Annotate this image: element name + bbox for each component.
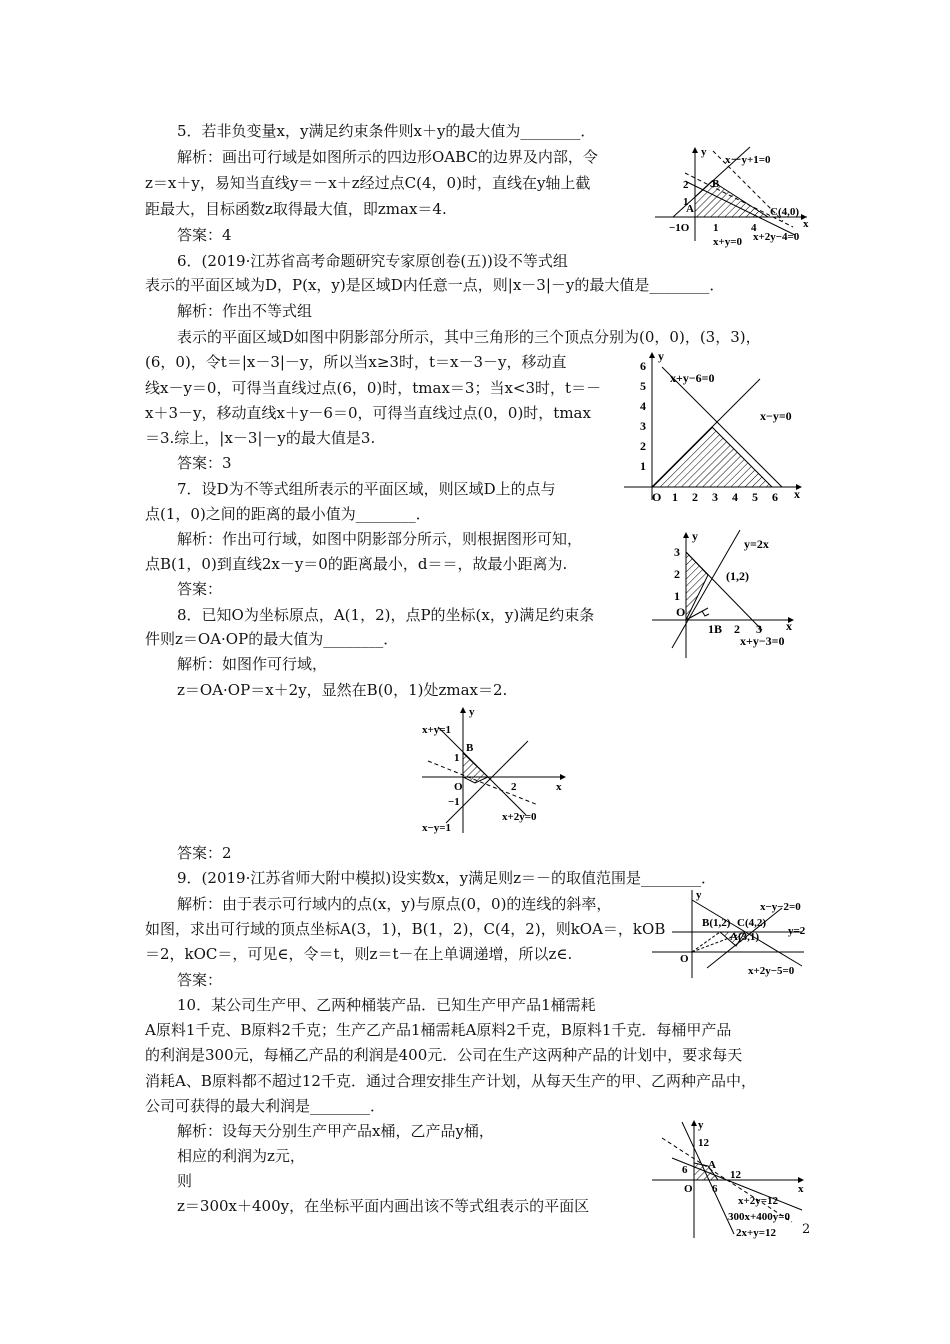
fig4-label-5: 2 (511, 781, 517, 793)
q5-answer: 答案：4 (177, 226, 232, 244)
fig2-label-0: y (658, 349, 664, 363)
fig1-label-11: x+2y−4=0 (753, 231, 800, 243)
q6-solution-line2: 表示的平面区域D如图中阴影部分所示，其中三角形的三个顶点分别为(0，0)，(3，3)， (177, 328, 761, 346)
fig3-label-1: y=2x (744, 537, 769, 551)
q10-solution-line2: 相应的利润为z元， (177, 1147, 305, 1165)
fig6-label-3: A (708, 1159, 716, 1171)
q6-stem-line1: 6．(2019·江苏省高考命题研究专家原创卷(五))设不等式组 (177, 252, 568, 270)
fig3-label-10: x (786, 619, 792, 633)
fig4-label-6: x (556, 781, 562, 793)
figure-q5-feasible-region (655, 145, 815, 248)
q10-stem-line4: 消耗A、B原料都不超过12千克．通过合理安排生产计划，从每天生产的甲、乙两种产品中， (145, 1072, 756, 1090)
fig5-label-7: x+2y−5=0 (748, 965, 795, 977)
fig2-label-14: 5 (752, 490, 758, 504)
fig1-label-2: 2 (683, 179, 689, 191)
fig4-label-9: x−y=1 (422, 822, 452, 834)
fig1-label-10: x (803, 218, 809, 230)
fig3-label-8: 2 (734, 622, 740, 636)
fig3-label-6: (1,2) (726, 569, 749, 583)
q10-solution-line3: 则 (177, 1172, 193, 1190)
q6-solution-line6: ＝3.综上，|x－3|－y的最大值是3. (145, 429, 376, 447)
q6-solution-line4: 线x－y＝0，可得当直线过点(6，0)时，tmax＝3；当x<3时，t＝－ (145, 379, 602, 397)
q7-solution-line2: 点B(1，0)到直线2x－y＝0的距离最小，d＝＝，故最小距离为. (145, 555, 568, 573)
fig2-label-16: x (794, 487, 800, 501)
figure-q8-feasible-region (418, 705, 573, 835)
fig5-label-6: O (680, 953, 689, 965)
fig1-label-0: y (701, 146, 707, 158)
fig3-label-9: 3 (756, 622, 762, 636)
fig5-label-2: B(1,2) (702, 917, 731, 929)
fig3-label-0: y (692, 529, 698, 543)
figure-q9-feasible-region (652, 888, 812, 980)
fig3-label-7: 1B (708, 622, 723, 636)
fig5-label-0: y (696, 889, 702, 901)
fig2-label-1: 6 (640, 359, 646, 373)
q9-solution-line3: ＝2，kOC＝，可见∈，令＝t，则z＝t－在上单调递增，所以z∈. (145, 945, 573, 963)
q10-solution-line1: 解析：设每天分别生产甲产品x桶，乙产品y桶， (177, 1122, 494, 1140)
fig2-label-5: 2 (640, 439, 646, 453)
fig6-label-9: 300x+400y=0 (728, 1211, 791, 1223)
fig1-label-4: B (712, 178, 720, 190)
fig1-label-6: C(4,0) (770, 206, 800, 218)
q6-answer: 答案：3 (177, 454, 232, 472)
fig2-label-2: 5 (640, 379, 646, 393)
fig6-label-5: 6 (712, 1183, 718, 1195)
fig4-label-1: x+y=1 (422, 724, 452, 736)
figure-q7-feasible-region (652, 528, 802, 660)
fig3-label-3: 2 (674, 567, 680, 581)
fig2-label-11: 2 (692, 490, 698, 504)
q10-stem-line5: 公司可获得的最大利润是________． (145, 1097, 386, 1115)
fig2-label-13: 4 (732, 490, 738, 504)
fig4-label-7: −1 (448, 796, 460, 808)
fig6-label-6: 12 (730, 1169, 741, 1181)
fig1-label-5: A (686, 203, 694, 215)
fig3-label-2: 3 (674, 545, 680, 559)
q8-solution-line1: 解析：如图作可行域， (177, 655, 328, 673)
page-number: 2 (802, 1222, 811, 1237)
q6-solution-line1: 解析：作出不等式组 (177, 302, 313, 320)
figure-q10-feasible-region (652, 1118, 812, 1240)
fig4-label-8: x+2y=0 (502, 811, 537, 823)
fig5-label-5: A(3,1) (730, 931, 760, 943)
q9-solution-line2: 如图，求出可行域的顶点坐标A(3，1)，B(1，2)，C(4，2)，则kOA＝，kOB (145, 920, 666, 938)
fig1-label-8: 1 (713, 222, 719, 234)
fig3-label-4: 1 (674, 589, 680, 603)
fig6-label-2: 6 (682, 1164, 688, 1176)
fig4-label-4: O (454, 781, 463, 793)
fig5-label-3: C(4,2) (737, 917, 767, 929)
fig2-label-10: 1 (672, 490, 678, 504)
fig6-label-0: y (698, 1119, 704, 1131)
figure-q6-feasible-region (622, 348, 807, 503)
q7-stem-line2: 点(1，0)之间的距离的最小值为________． (145, 505, 431, 523)
fig5-label-1: x−y−2=0 (760, 901, 801, 913)
fig2-label-15: 6 (772, 490, 778, 504)
q9-solution-line1: 解析：由于表示可行域内的点(x，y)与原点(0，0)的连线的斜率， (177, 895, 612, 913)
q5-solution-line1: 解析：画出可行域是如图所示的四边形OABC的边界及内部，令 (177, 148, 598, 166)
fig6-label-4: O (684, 1183, 693, 1195)
q5-solution-line3: 距最大，目标函数z取得最大值，即zmax＝4. (145, 200, 447, 218)
q9-stem: 9．(2019·江苏省师大附中模拟)设实数x，y满足则z＝－的取值范围是________． (177, 869, 717, 887)
fig6-label-7: x (798, 1183, 804, 1195)
fig2-label-6: 1 (640, 459, 646, 473)
q6-solution-line3: (6，0)，令t＝|x－3|－y，所以当x≥3时，t＝x－3－y，移动直 (145, 353, 567, 371)
fig1-label-9: 4 (751, 222, 757, 234)
fig6-label-1: 12 (698, 1137, 709, 1149)
q6-solution-line5: x＋3－y，移动直线x＋y－6＝0，可得当直线过点(0，0)时，tmax (145, 404, 591, 422)
q5-solution-line2: z＝x＋y，易知当直线y＝－x＋z经过点C(4，0)时，直线在y轴上截 (145, 174, 591, 192)
q10-stem-line1: 10．某公司生产甲、乙两种桶装产品．已知生产甲产品1桶需耗 (177, 996, 596, 1014)
fig4-label-0: y (469, 706, 475, 718)
fig4-label-3: 1 (454, 752, 460, 764)
fig1-label-12: x+y=0 (713, 236, 743, 248)
fig3-label-11: x+y−3=0 (740, 634, 785, 648)
fig2-label-12: 3 (712, 490, 718, 504)
q8-answer: 答案：2 (177, 844, 232, 862)
q10-stem-line2: A原料1千克、B原料2千克；生产乙产品1桶需耗A原料2千克，B原料1千克．每桶甲产品 (145, 1021, 732, 1039)
fig2-label-3: 4 (640, 399, 646, 413)
q7-solution-line1: 解析：作出可行域，如图中阴影部分所示，则根据图形可知， (177, 530, 583, 548)
q9-answer: 答案： (177, 971, 223, 989)
fig1-label-7: −1O (669, 222, 690, 234)
q6-stem-line2: 表示的平面区域为D，P(x，y)是区域D内任意一点，则|x－3|－y的最大值是________． (145, 276, 725, 294)
q8-solution-line2: z＝OA·OP＝x＋2y，显然在B(0，1)处zmax＝2. (177, 681, 508, 699)
q5-stem: 5．若非负变量x，y满足约束条件则x＋y的最大值为________． (177, 122, 596, 140)
fig2-label-4: 3 (640, 419, 646, 433)
fig6-label-8: x+2y=12 (738, 1195, 779, 1207)
q10-solution-line4: z＝300x＋400y，在坐标平面内画出该不等式组表示的平面区 (177, 1197, 590, 1215)
q10-stem-line3: 的利润是300元，每桶乙产品的利润是400元．公司在生产这两种产品的计划中，要求每天 (145, 1046, 743, 1064)
q7-stem-line1: 7．设D为不等式组所表示的平面区域，则区域D上的点与 (177, 480, 556, 498)
fig2-label-7: x+y−6=0 (670, 371, 715, 385)
fig2-label-8: x−y=0 (760, 409, 792, 423)
fig2-label-9: O (652, 490, 662, 504)
fig4-label-2: B (466, 742, 474, 754)
fig5-label-4: y=2 (788, 925, 806, 937)
q7-answer: 答案： (177, 580, 223, 598)
fig1-label-1: x－y+1=0 (725, 154, 771, 166)
fig6-label-10: 2x+y=12 (736, 1227, 777, 1239)
q8-stem-line2: 件则z＝OA·OP的最大值为________． (145, 630, 399, 648)
q8-stem-line1: 8．已知O为坐标原点，A(1，2)，点P的坐标(x，y)满足约束条 (177, 606, 595, 624)
fig3-label-5: O (676, 605, 686, 619)
fig1-label-3: 1 (683, 196, 689, 208)
